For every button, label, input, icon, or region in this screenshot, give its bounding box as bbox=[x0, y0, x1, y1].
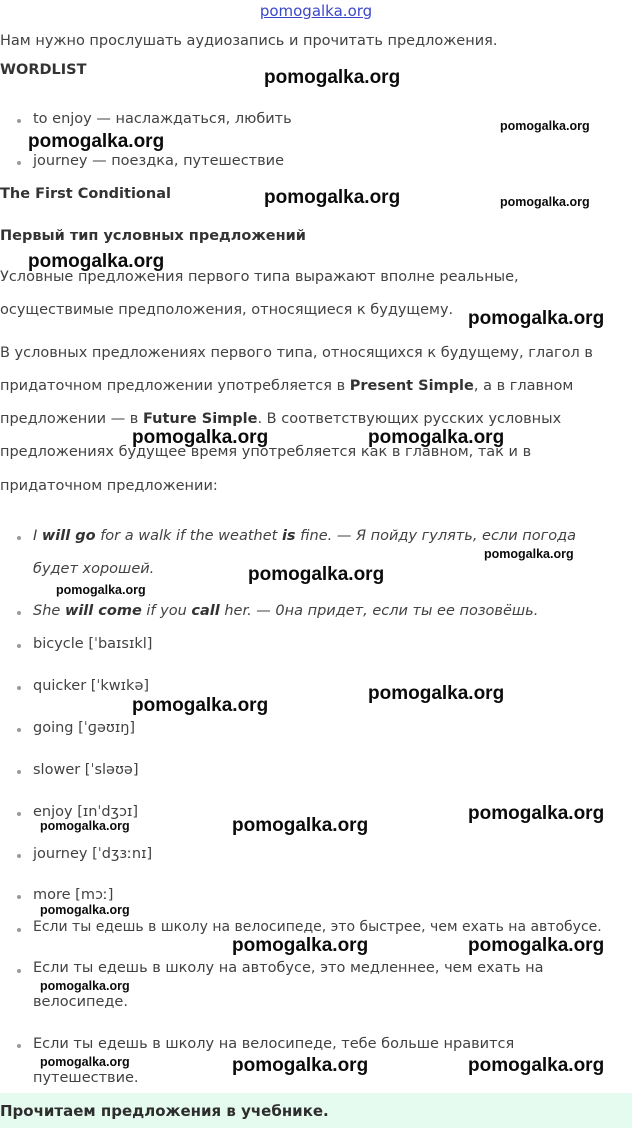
watermark: pomogalka.org bbox=[56, 583, 146, 597]
site-link[interactable]: pomogalka.org bbox=[259, 2, 373, 20]
bullet-icon bbox=[17, 728, 21, 732]
bullet-icon bbox=[17, 119, 21, 123]
translation-sentence: Если ты едешь в школу на велосипеде, это быстрее, чем ехать на автобусе. bbox=[33, 919, 602, 935]
paragraph-line: Условные предложения первого типа выражают вполне реальные, bbox=[0, 269, 519, 285]
text-fragment: She bbox=[33, 603, 65, 619]
bullet-icon bbox=[17, 536, 21, 540]
watermark: pomogalka.org bbox=[40, 1055, 130, 1069]
watermark: pomogalka.org bbox=[40, 979, 130, 993]
text-fragment: . В соответствующих русских условных bbox=[257, 411, 562, 427]
bullet-icon bbox=[17, 644, 21, 648]
watermark: pomogalka.org bbox=[248, 564, 385, 585]
watermark: pomogalka.org bbox=[468, 803, 605, 824]
vocab-item: more [mɔː] bbox=[33, 887, 114, 903]
bullet-icon bbox=[17, 969, 21, 973]
bullet-icon bbox=[17, 812, 21, 816]
footer-banner bbox=[0, 1093, 632, 1128]
translation-sentence: Если ты едешь в школу на велосипеде, тебе больше нравится bbox=[33, 1036, 515, 1052]
watermark: pomogalka.org bbox=[264, 187, 401, 208]
vocab-item: journey [ˈdʒɜːnɪ] bbox=[33, 846, 153, 862]
watermark: pomogalka.org bbox=[368, 683, 505, 704]
text-fragment: for a walk if the weathet bbox=[95, 528, 282, 544]
text-fragment: fine. — Я пойду гулять, если погода bbox=[295, 528, 576, 544]
example-sentence bbox=[33, 528, 576, 544]
verb-highlight: will go bbox=[41, 528, 96, 544]
watermark: pomogalka.org bbox=[484, 547, 574, 561]
grammar-heading: The First Conditional bbox=[0, 186, 171, 202]
vocab-item: quicker [ˈkwɪkə] bbox=[33, 678, 150, 694]
intro-text: Нам нужно прослушать аудиозапись и прочитать предложения. bbox=[0, 33, 498, 49]
watermark: pomogalka.org bbox=[232, 1055, 369, 1076]
text-fragment: предложении — в bbox=[0, 411, 143, 427]
term-future-simple: Future Simple bbox=[142, 411, 258, 427]
vocab-item: bicycle [ˈbaɪsɪkl] bbox=[33, 636, 153, 652]
footer-text: Прочитаем предложения в учебнике. bbox=[0, 1102, 329, 1120]
verb-highlight: will come bbox=[64, 603, 142, 619]
translation-sentence: Если ты едешь в школу на автобусе, это медленнее, чем ехать на bbox=[33, 960, 544, 976]
watermark: pomogalka.org bbox=[468, 935, 605, 956]
paragraph-line bbox=[0, 411, 561, 427]
watermark: pomogalka.org bbox=[132, 427, 269, 448]
grammar-subheading: Первый тип условных предложений bbox=[0, 228, 306, 244]
paragraph-line bbox=[0, 378, 573, 394]
watermark: pomogalka.org bbox=[500, 119, 590, 133]
wordlist-item: to enjoy — наслаждаться, любить bbox=[33, 111, 292, 127]
wordlist-item: journey — поездка, путешествие bbox=[33, 153, 285, 169]
watermark: pomogalka.org bbox=[232, 935, 369, 956]
term-present-simple: Present Simple bbox=[349, 378, 474, 394]
bullet-icon bbox=[17, 854, 21, 858]
bullet-icon bbox=[17, 686, 21, 690]
bullet-icon bbox=[17, 1044, 21, 1048]
bullet-icon bbox=[17, 161, 21, 165]
watermark: pomogalka.org bbox=[132, 695, 269, 716]
text-fragment: I bbox=[33, 528, 42, 544]
translation-sentence-cont: велосипеде. bbox=[33, 994, 128, 1010]
paragraph-line: В условных предложениях первого типа, относящихся к будущему, глагол в bbox=[0, 345, 593, 361]
watermark: pomogalka.org bbox=[264, 67, 401, 88]
bullet-icon bbox=[17, 895, 21, 899]
bullet-icon bbox=[17, 928, 21, 932]
watermark: pomogalka.org bbox=[40, 903, 130, 917]
watermark: pomogalka.org bbox=[500, 195, 590, 209]
paragraph-line: осуществимые предположения, относящиеся к будущему. bbox=[0, 302, 454, 318]
example-sentence-cont: будет хорошей. bbox=[33, 561, 155, 577]
verb-highlight: call bbox=[191, 603, 220, 619]
bullet-icon bbox=[17, 611, 21, 615]
text-fragment: придаточном предложении употребляется в bbox=[0, 378, 350, 394]
watermark: pomogalka.org bbox=[40, 819, 130, 833]
example-sentence bbox=[33, 603, 538, 619]
text-fragment: , а в главном bbox=[473, 378, 574, 394]
translation-sentence-cont: путешествие. bbox=[33, 1070, 139, 1086]
wordlist-heading: WORDLIST bbox=[0, 62, 87, 78]
paragraph-line: придаточном предложении: bbox=[0, 478, 218, 494]
paragraph-line: предложениях будущее время употребляется как в главном, так и в bbox=[0, 444, 532, 460]
vocab-item: going [ˈɡəʊɪŋ] bbox=[33, 720, 136, 736]
vocab-item: slower [ˈsləʊə] bbox=[33, 762, 139, 778]
text-fragment: her. — 0на придет, если ты ее позовёшь. bbox=[219, 603, 539, 619]
watermark: pomogalka.org bbox=[28, 251, 165, 272]
bullet-icon bbox=[17, 770, 21, 774]
text-fragment: if you bbox=[141, 603, 192, 619]
watermark: pomogalka.org bbox=[368, 427, 505, 448]
watermark: pomogalka.org bbox=[28, 131, 165, 152]
vocab-item: enjoy [ɪnˈdʒɔɪ] bbox=[33, 804, 139, 820]
watermark: pomogalka.org bbox=[468, 1055, 605, 1076]
watermark: pomogalka.org bbox=[468, 308, 605, 329]
watermark: pomogalka.org bbox=[232, 815, 369, 836]
verb-highlight: is bbox=[281, 528, 296, 544]
